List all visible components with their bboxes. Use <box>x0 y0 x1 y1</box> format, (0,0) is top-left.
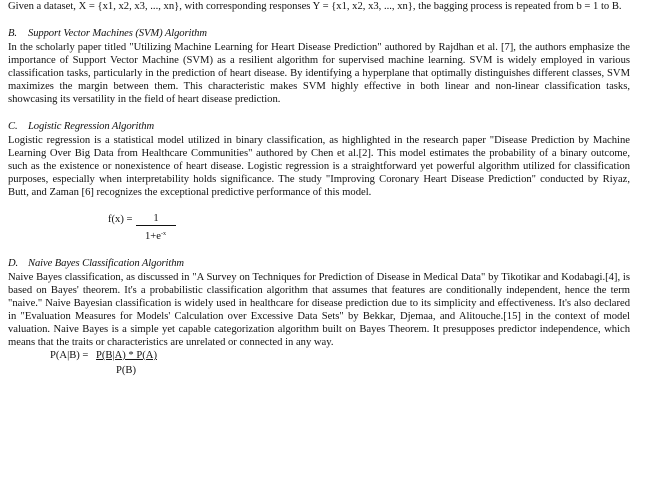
paper-page <box>8 0 630 381</box>
svm-section-title: Support Vector Machines (SVM) Algorithm <box>28 28 207 39</box>
naive-bayes-section-heading <box>8 257 630 270</box>
logistic-section-title: Logistic Regression Algorithm <box>28 121 154 132</box>
sigmoid-formula-numerator: 1 <box>136 213 176 226</box>
bayes-formula-numerator: P(B|A) * P(A) <box>96 350 157 361</box>
sigmoid-formula <box>8 209 630 253</box>
bayes-formula <box>8 349 630 381</box>
bagging-intro-paragraph: Given a dataset, X = {x1, x2, x3, ..., xn}, with corresponding responses Y = {x1, x2, x3, ..., xn}, the bagging process is repeated from b = 1 to B. <box>8 1 622 12</box>
sigmoid-formula-lhs: f(x) = <box>108 214 133 225</box>
svm-paragraph: In the scholarly paper titled "Utilizing Machine Learning for Heart Disease Prediction" authored by Rajdhan et al. [7], the authors emphasize the importance of Support Vector Machine (SVM) as a resilient algorithm for supervised machine learning. SVM is widely employed in various classification tasks, particularly in the prediction of heart disease. By identifying a hyperplane that optimally distinguishes different classes, SVM maximizes the margin between them. This characteristic makes SVM highly effective in both linear and non-linear classification tasks, showcasing its versatility in the field of heart disease prediction. <box>8 42 630 105</box>
naive-bayes-paragraph: Naive Bayes classification, as discussed in "A Survey on Techniques for Prediction of Disease in Medical Data" by Tikotikar and Kodabagi.[4], is based on Bayes' theorem. It's a probabilistic classification algorithm that assumes that features are conditionally independent, hence the term "naive." Naive Bayesian classification is widely used in healthcare for disease prediction due to its simplicity and effectiveness. It's also declared in "Evaluation Measures for Models' Calculation over Excessive Data Sets" by Bekkar, Djemaa, and Alitouche.[15] in the context of model valuation. Naive Bayes is a simple yet capable categorization algorithm built on Bayes Theorem. It presupposes predictor independence, which means that the traits or characteristics are unrelated or connected in any way. <box>8 272 630 348</box>
naive-bayes-section-letter: D. <box>8 258 19 269</box>
bayes-formula-denominator: P(B) <box>116 365 137 376</box>
sigmoid-formula-denominator <box>145 228 166 243</box>
svm-section-letter: B. <box>8 28 17 39</box>
logistic-paragraph: Logistic regression is a statistical model utilized in binary classification, as highlighted in the research paper "Disease Prediction by Machine Learning Over Big Data from Healthcare Communities" authored by Chen et al.[2]. This model estimates the probability of a binary outcome, such as the existence or nonexistence of heart disease. Logistic regression is a straightforward yet powerful algorithm utilized for classification purposes, especially when interpretability holds significance. The study "Improving Coronary Heart Disease Prediction" conducted by Riyaz, Butt, and Zaman [6] recognizes the exceptional predictive performance of this model. <box>8 135 630 198</box>
logistic-section-letter: C. <box>8 121 18 132</box>
bayes-formula-lhs: P(A|B) = <box>50 350 89 361</box>
logistic-section-heading <box>8 120 630 133</box>
sigmoid-denominator-base: 1+e <box>145 231 161 242</box>
naive-bayes-section-title: Naive Bayes Classification Algorithm <box>28 258 184 269</box>
sigmoid-denominator-exponent: -x <box>160 231 166 237</box>
svm-section-heading <box>8 27 630 40</box>
